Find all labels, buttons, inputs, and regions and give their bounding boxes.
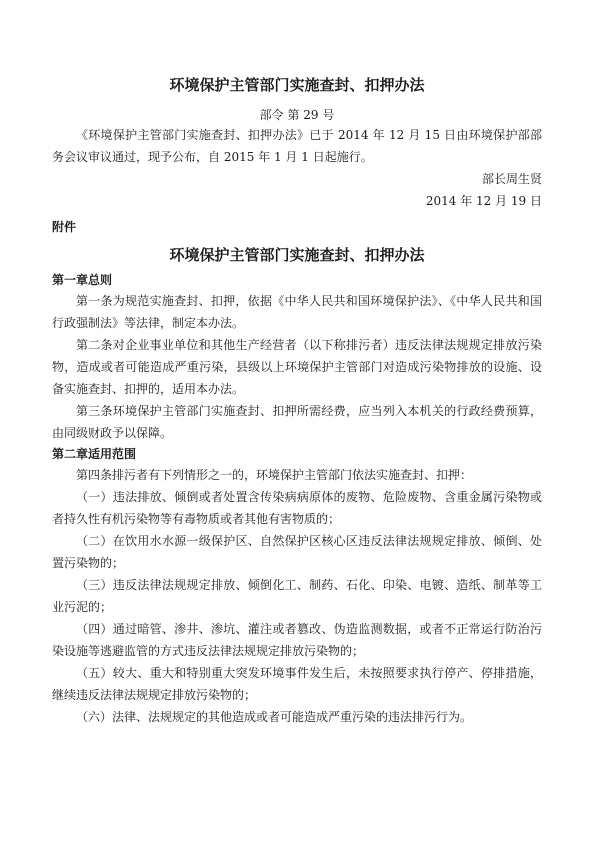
list-item: （二）在饮用水水源一级保护区、自然保护区核心区违反法律法规规定排放、倾倒、处置污染物的； — [52, 534, 542, 570]
list-item: （三）违反法律法规规定排放、倾倒化工、制药、石化、印染、电镀、造纸、制革等工业污泥的； — [52, 578, 542, 614]
chapter-heading: 第一章总则 — [52, 273, 113, 287]
page-title: 环境保护主管部门实施查封、扣押办法 — [169, 76, 425, 94]
article-paragraph: 第四条排污者有下列情形之一的，环境保护主管部门依法实施查封、扣押： — [76, 468, 473, 482]
article-paragraph: 第一条为规范实施查封、扣押，依据《中华人民共和国环境保护法》、《中华人民共和国行政强制法》等法律，制定本办法。 — [52, 294, 542, 330]
issue-date: 2014 年 12 月 19 日 — [425, 194, 542, 208]
attachment-label: 附件 — [52, 220, 77, 234]
order-number: 部令 第 29 号 — [259, 108, 335, 122]
chapter-heading: 第二章适用范围 — [52, 447, 137, 461]
document-page — [52, 74, 542, 728]
article-paragraph: 第二条对企业事业单位和其他生产经营者（以下称排污者）违反法律法规规定排放污染物，造成或者可能造成严重污染，县级以上环境保护主管部门对造成污染物排放的设施、设备实施查封、扣押的，适用本办法。 — [52, 338, 542, 396]
article-paragraph: 第三条环境保护主管部门实施查封、扣押所需经费，应当列入本机关的行政经费预算，由同级财政予以保障。 — [52, 404, 542, 440]
list-item: （四）通过暗管、渗井、渗坑、灌注或者篡改、伪造监测数据，或者不正常运行防治污染设施等逃避监管的方式违反法律法规规定排放污染物的； — [52, 622, 542, 658]
list-item: （六）法律、法规规定的其他造成或者可能造成严重污染的违法排污行为。 — [76, 710, 473, 724]
signer: 部长周生贤 — [481, 172, 542, 186]
preamble-paragraph: 《环境保护主管部门实施查封、扣押办法》已于 2014 年 12 月 15 日由环境保护部部务会议审议通过，现予公布，自 2015 年 1 月 1 日起施行。 — [52, 128, 542, 164]
document-title: 环境保护主管部门实施查封、扣押办法 — [169, 246, 425, 264]
list-item: （五）较大、重大和特别重大突发环境事件发生后，未按照要求执行停产、停排措施，继续违反法律法规规定排放污染物的； — [52, 666, 542, 702]
list-item: （一）违法排放、倾倒或者处置含传染病病原体的废物、危险废物、含重金属污染物或者持久性有机污染物等有毒物质或者其他有害物质的； — [52, 490, 542, 526]
